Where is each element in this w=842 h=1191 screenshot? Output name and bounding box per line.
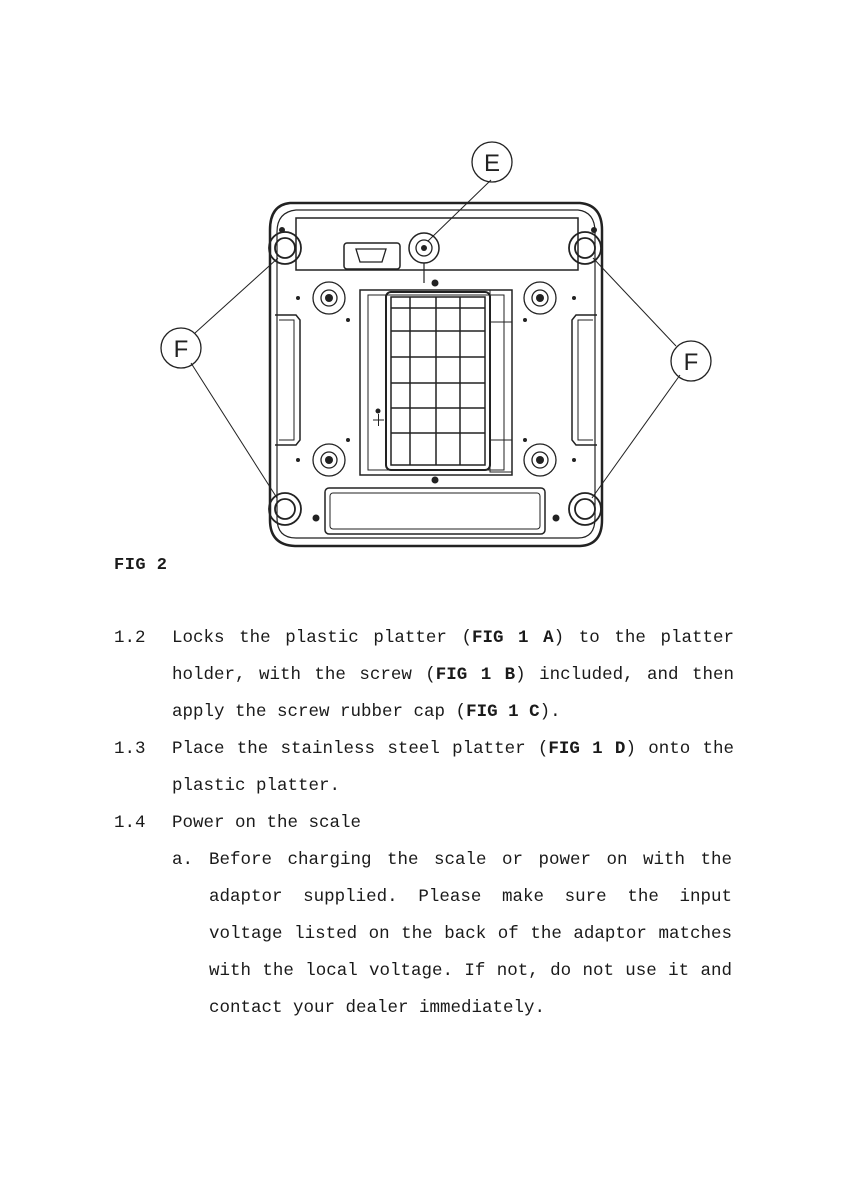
step-text: Locks the plastic platter (FIG 1 A) to the platter holder, with the screw (FIG 1 B) included, and then apply the screw rubber cap (FIG 1 C).	[172, 628, 735, 722]
substep-a	[172, 842, 732, 1027]
scale-bottom-view-diagram	[0, 0, 842, 560]
step-text: Place the stainless steel platter (FIG 1 D) onto the plastic platter.	[172, 739, 734, 796]
step-text: Power on the scale	[172, 813, 362, 833]
step-number: 1.3	[114, 739, 146, 759]
step-1-2	[114, 620, 734, 731]
callout-f-left: F	[173, 336, 189, 363]
fig-reference: FIG 1 A	[471, 628, 554, 648]
step-number: 1.2	[114, 628, 146, 648]
figure-caption: FIG 2	[114, 556, 168, 575]
callout-f-right: F	[683, 349, 699, 376]
fig-reference: FIG 1 D	[548, 739, 626, 759]
step-number: 1.4	[114, 813, 146, 833]
fig-reference: FIG 1 B	[435, 665, 516, 685]
substep-text: Before charging the scale or power on with the adaptor supplied. Please make sure the input voltage listed on the back of the adaptor matches with the local voltage. If not, do not use it and contact your dealer immediately.	[209, 850, 732, 1018]
callout-e: E	[483, 150, 501, 177]
fig-reference: FIG 1 C	[466, 702, 540, 722]
step-1-3	[114, 731, 734, 805]
step-1-4	[114, 805, 734, 842]
substep-letter: a.	[172, 850, 194, 870]
